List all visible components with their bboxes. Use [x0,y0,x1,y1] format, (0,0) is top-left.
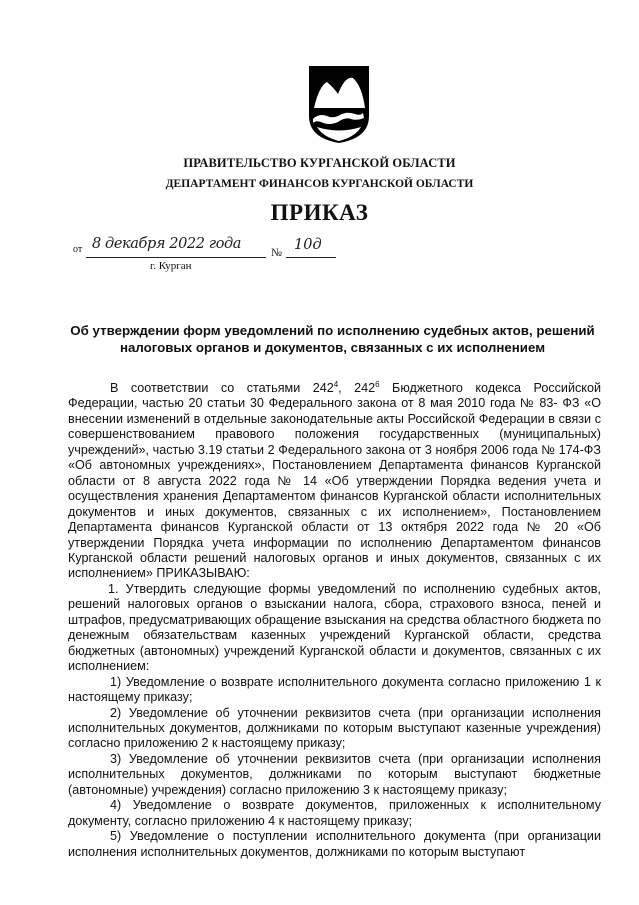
list-item-4: 4) Уведомление о возврате документов, приложенных к исполнительному документу, согласно приложению 4 к настоящему приказу; [68,798,601,828]
list-item-3: 3) Уведомление об уточнении реквизитов счета (при организации исполнения исполнительных документов, должниками по которым выступают бюджетные (автономные) учреждения) согласно приложению 3 к настоящему приказу; [68,751,601,797]
department-name: ДЕПАРТАМЕНТ ФИНАНСОВ КУРГАНСКОЙ ОБЛАСТИ [165,178,474,190]
city-label: г. Курган [150,260,192,272]
superscript-6: 6 [375,379,380,389]
handwritten-number: 10д [294,237,322,253]
order-body [68,381,601,860]
coat-of-arms-icon [307,64,371,144]
preamble-paragraph [68,381,601,582]
government-name: ПРАВИТЕЛЬСТВО КУРГАНСКОЙ ОБЛАСТИ [183,156,456,170]
list-item-5: 5) Уведомление о поступлении исполнительного документа (при организации исполнения исполнительных документов, должниками по которым выступают [68,829,601,859]
handwritten-date: 8 декабря 2022 года [92,236,242,252]
document-type-heading: ПРИКАЗ [270,200,369,225]
preamble-rest: Бюджетного кодекса Российской Федерации, частью 20 статьи 30 Федерального закона от 8 мая 2010 года № 83- ФЗ «О внесении изменений в отдельные законодательные акты Российской Федерации в связи с совершенствованием правового положения государственных (муниципальных) учреждений», частью 3.19 статьи 2 Федерального закона от 3 ноября 2006 года № 174-ФЗ «Об автономных учреждениях», Постановлением Департамента финансов Курганской области от 8 августа 2022 года № 14 «Об утверждении Порядка ведения учета и осуществления хранения Департаментом финансов Курганской области исполнительных документов и иных документов, связанных с их исполнением», Постановлением Департамента финансов Курганской области от 13 октября 2022 года № 20 «Об утверждении Порядка учета информации по исполнению Департаментом финансов Курганской области решений налоговых органов и иных документов, связанных с их исполнением» ПРИКАЗЫВАЮ: [68,381,601,581]
clause-1-paragraph: 1. Утвердить следующие формы уведомлений по исполнению судебных актов, решений налоговых органов о взыскании налога, сбора, страхового взноса, пеней и штрафов, предусматривающих обращение взыскания на средства областного бюджета по денежным обязательствам казенных учреждений Курганской области, средства бюджетных (автономных) учреждений Курганской области и документов, связанных с их исполнением: [68,581,601,674]
list-item-1: 1) Уведомление о возврате исполнительного документа согласно приложению 1 к настоящему приказу; [68,674,601,705]
preamble-start: В соответствии со статьями 242 [110,381,334,395]
number-underline [286,257,336,258]
number-label: № [271,247,282,259]
list-item-2: 2) Уведомление об уточнении реквизитов счета (при организации исполнения исполнительных документов, должниками по которым выступают казенные учреждения) согласно приложению 2 к настоящему приказу; [68,705,601,751]
date-prefix-label: от [73,244,83,255]
preamble-comma: , 242 [338,381,376,395]
superscript-4: 4 [333,379,339,389]
date-underline [86,257,266,258]
order-title: Об утверждении форм уведомлений по исполнению судебных актов, решений налоговых органов и документов, связанных с их исполнением [70,323,595,355]
